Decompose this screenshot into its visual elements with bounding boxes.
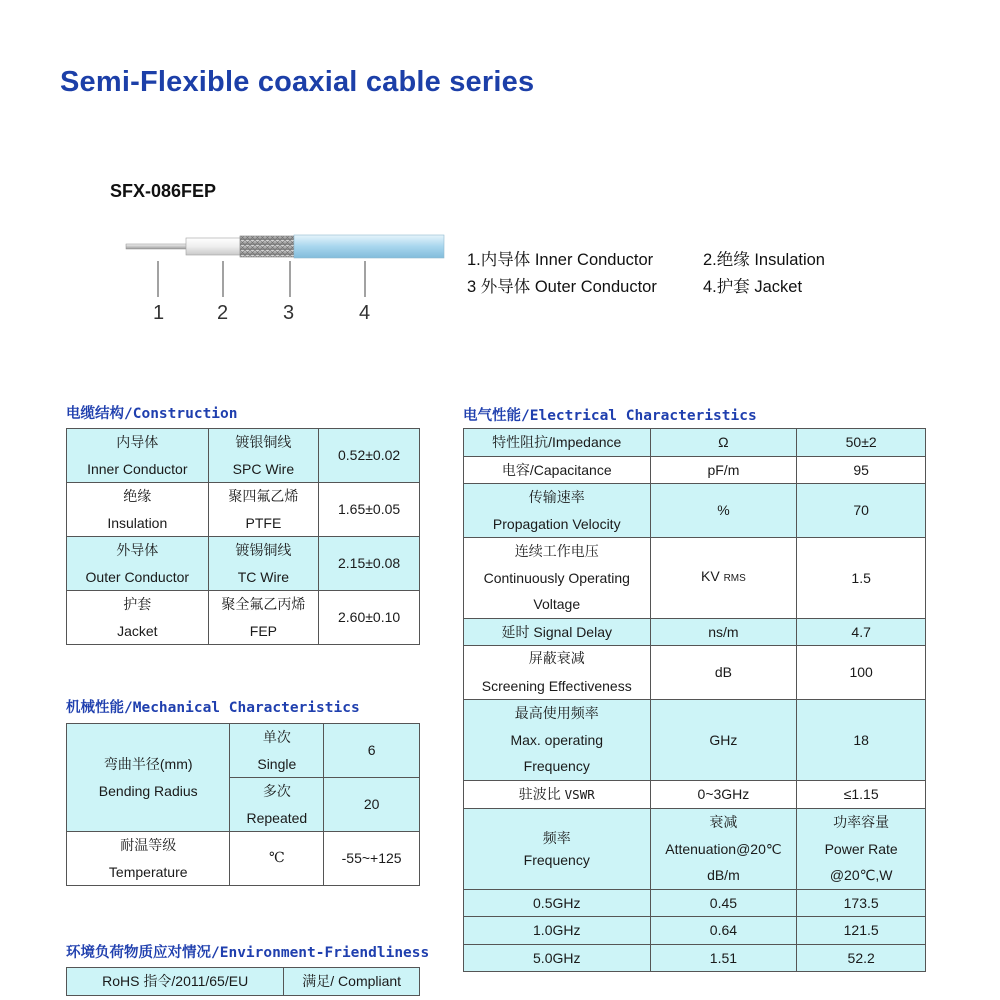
construction-value: 0.52±0.02 (319, 429, 420, 483)
frequency-header-row (464, 809, 926, 890)
delay-value: 4.7 (797, 618, 926, 646)
capacitance-row (464, 456, 926, 484)
repeated-value: 20 (324, 778, 420, 832)
velocity-unit: % (650, 484, 797, 538)
repeated-label: 多次 Repeated (230, 778, 324, 832)
electrical-title: 电气性能/Electrical Characteristics (463, 408, 757, 424)
screening-row (464, 646, 926, 700)
power-value: 173.5 (797, 889, 926, 917)
construction-part: 内导体 Inner Conductor (67, 429, 209, 483)
impedance-value: 50±2 (797, 429, 926, 457)
diagram-number-2: 2 (217, 302, 229, 324)
freq-value: 1.0GHz (464, 917, 651, 945)
diagram-number-4: 4 (359, 302, 371, 324)
vswr-unit: 0~3GHz (650, 780, 797, 809)
vswr-label: 驻波比 VSWR (464, 780, 651, 809)
delay-row (464, 618, 926, 646)
construction-material: 镀锡铜线 TC Wire (208, 537, 319, 591)
maxfreq-row (464, 700, 926, 781)
legend-insulation: 2.绝缘 Insulation (703, 251, 825, 269)
legend-outer-conductor: 3 外导体 Outer Conductor (467, 278, 657, 296)
outer-conductor-shape (240, 236, 296, 257)
legend-inner-conductor: 1.内导体 Inner Conductor (467, 251, 654, 269)
capacitance-label: 电容/Capacitance (464, 456, 651, 484)
construction-part: 护套 Jacket (67, 591, 209, 645)
capacitance-unit: pF/m (650, 456, 797, 484)
construction-title: 电缆结构/Construction (66, 406, 238, 422)
rohs-label: RoHS 指令/2011/65/EU (67, 968, 284, 996)
electrical-table (463, 428, 926, 972)
delay-label: 延时 Signal Delay (464, 618, 651, 646)
page-title: Semi-Flexible coaxial cable series (60, 66, 535, 98)
construction-value: 2.15±0.08 (319, 537, 420, 591)
atten-value: 0.64 (650, 917, 797, 945)
power-value: 121.5 (797, 917, 926, 945)
construction-table (66, 428, 420, 645)
impedance-label: 特性阻抗/Impedance (464, 429, 651, 457)
construction-material: 聚全氟乙丙烯 FEP (208, 591, 319, 645)
maxfreq-value: 18 (797, 700, 926, 781)
construction-row (67, 483, 420, 537)
construction-value: 2.60±0.10 (319, 591, 420, 645)
diagram-number-3: 3 (283, 302, 295, 324)
rohs-status: 满足/ Compliant (284, 968, 420, 996)
voltage-unit: KV RMS (650, 538, 797, 619)
capacitance-value: 95 (797, 456, 926, 484)
mechanical-table (66, 723, 420, 886)
vswr-value: ≤1.15 (797, 780, 926, 809)
diagram-number-1: 1 (153, 302, 165, 324)
maxfreq-label: 最高使用频率 Max. operating Frequency (464, 700, 651, 781)
freq-row (464, 944, 926, 972)
voltage-value: 1.5 (797, 538, 926, 619)
bending-radius-label: 弯曲半径(mm) Bending Radius (67, 724, 230, 832)
power-value: 52.2 (797, 944, 926, 972)
freq-row (464, 917, 926, 945)
construction-part: 外导体 Outer Conductor (67, 537, 209, 591)
voltage-row (464, 538, 926, 619)
vswr-row (464, 780, 926, 809)
construction-part: 绝缘 Insulation (67, 483, 209, 537)
construction-row (67, 591, 420, 645)
impedance-unit: Ω (650, 429, 797, 457)
model-number: SFX-086FEP (110, 181, 217, 201)
freq-value: 5.0GHz (464, 944, 651, 972)
legend-jacket: 4.护套 Jacket (703, 278, 803, 296)
inner-conductor-shape (126, 244, 188, 249)
impedance-row (464, 429, 926, 457)
attenuation-header: 衰减 Attenuation@20℃ dB/m (650, 809, 797, 890)
screening-value: 100 (797, 646, 926, 700)
velocity-label: 传输速率 Propagation Velocity (464, 484, 651, 538)
construction-value: 1.65±0.05 (319, 483, 420, 537)
power-header: 功率容量 Power Rate @20℃,W (797, 809, 926, 890)
single-value: 6 (324, 724, 420, 778)
temperature-unit: ℃ (230, 832, 324, 886)
screening-unit: dB (650, 646, 797, 700)
atten-value: 0.45 (650, 889, 797, 917)
temperature-value: -55~+125 (324, 832, 420, 886)
single-label: 单次 Single (230, 724, 324, 778)
environment-title: 环境负荷物质应对情况/Environment-Friendliness (66, 945, 430, 961)
construction-material: 聚四氟乙烯 PTFE (208, 483, 319, 537)
screening-label: 屏蔽衰减 Screening Effectiveness (464, 646, 651, 700)
voltage-unit-sub: RMS (723, 573, 746, 584)
mechanical-title: 机械性能/Mechanical Characteristics (66, 700, 360, 716)
frequency-header: 频率 Frequency (464, 809, 651, 890)
maxfreq-unit: GHz (650, 700, 797, 781)
freq-value: 0.5GHz (464, 889, 651, 917)
delay-unit: ns/m (650, 618, 797, 646)
atten-value: 1.51 (650, 944, 797, 972)
freq-row (464, 889, 926, 917)
construction-row (67, 429, 420, 483)
insulation-shape (186, 238, 242, 255)
voltage-label: 连续工作电压 Continuously Operating Voltage (464, 538, 651, 619)
velocity-row (464, 484, 926, 538)
velocity-value: 70 (797, 484, 926, 538)
construction-material: 镀银铜线 SPC Wire (208, 429, 319, 483)
jacket-shape (294, 235, 444, 258)
environment-table (66, 967, 420, 996)
temperature-label: 耐温等级 Temperature (67, 832, 230, 886)
construction-row (67, 537, 420, 591)
